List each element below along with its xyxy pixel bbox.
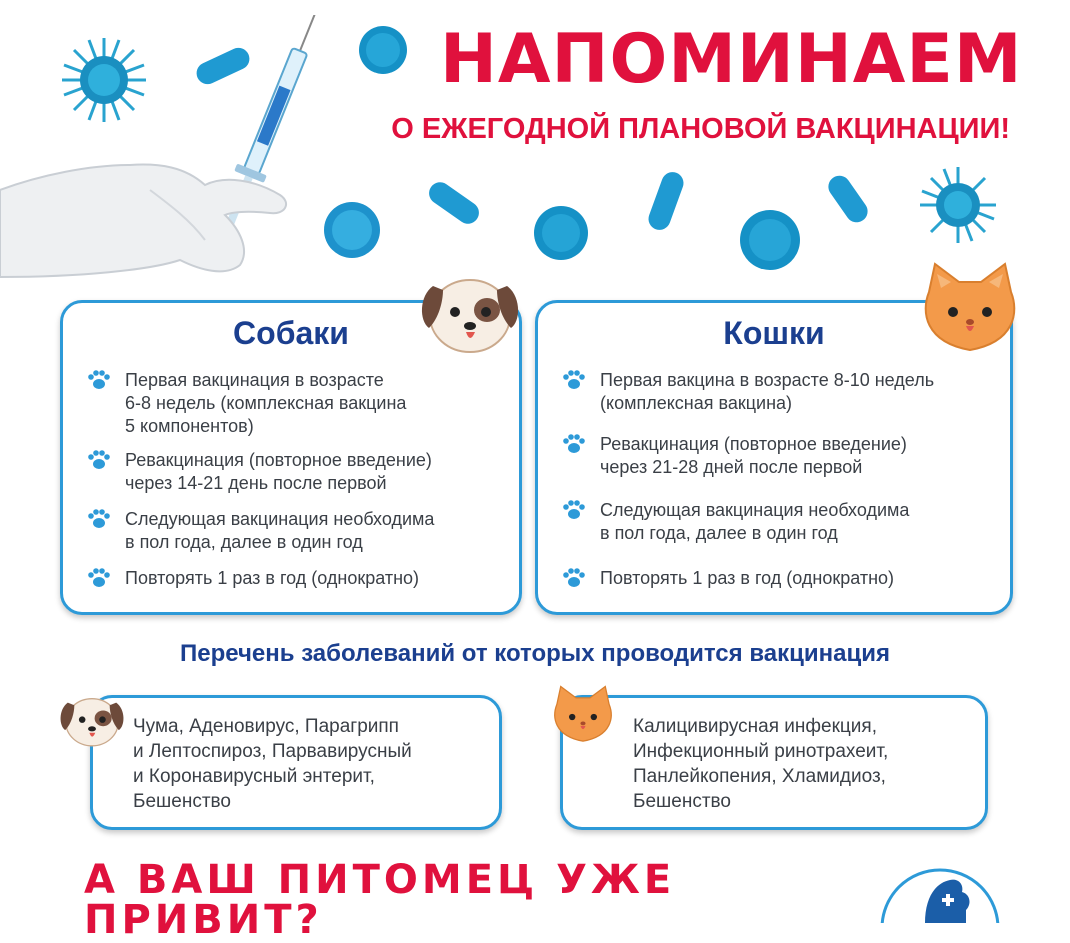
list-item: Ревакцинация (повторное введение) через 14-21 день после первой: [87, 449, 432, 495]
virus-icon: [920, 167, 996, 243]
bacteria-icon: [645, 169, 686, 233]
list-item: Ревакцинация (повторное введение) через 21-28 дней после первой: [562, 433, 907, 479]
glove-hand-syringe-illustration: [0, 15, 330, 290]
bacteria-icon: [425, 178, 483, 228]
list-item: Повторять 1 раз в год (однократно): [562, 567, 894, 590]
paw-icon: [87, 508, 111, 530]
cat-diseases-card: [560, 695, 988, 830]
list-item: Повторять 1 раз в год (однократно): [87, 567, 419, 590]
cats-card-title: Кошки: [723, 315, 825, 351]
list-item: Следующая вакцинация необходима в пол года, далее в один год: [87, 508, 434, 554]
list-item: Первая вакцина в возрасте 8-10 недель (комплексная вакцина): [562, 369, 934, 415]
clinic-logo-icon: [880, 848, 1000, 923]
list-item: Следующая вакцинация необходима в пол года, далее в один год: [562, 499, 909, 545]
dogs-card-title: Собаки: [233, 315, 349, 351]
paw-icon: [562, 567, 586, 589]
pet-vaccinated-question: А ВАШ ПИТОМЕЦ УЖЕ ПРИВИТ?: [84, 857, 676, 943]
cat-face-icon: [548, 684, 618, 750]
dog-diseases-card: [90, 695, 502, 830]
paw-icon: [87, 449, 111, 471]
paw-icon: [87, 567, 111, 589]
diseases-heading: Перечень заболеваний от которых проводится вакцинация: [179, 640, 890, 667]
paw-icon: [562, 369, 586, 391]
glove-hand-icon: [0, 165, 286, 277]
page-subtitle: О ЕЖЕГОДНОЙ ПЛАНОВОЙ ВАКЦИНАЦИИ!: [391, 113, 1010, 145]
paw-icon: [87, 369, 111, 391]
dog-diseases-list: Чума, Аденовирус, Парагрипп и Лептоспироз, Парвавирусный и Коронавирусный энтерит, Бешенство: [133, 716, 412, 812]
paw-icon: [562, 433, 586, 455]
paw-icon: [562, 499, 586, 521]
dog-face-icon: [415, 266, 525, 356]
page-title: НАПОМИНАЕМ: [440, 20, 1023, 99]
cat-face-icon: [915, 262, 1025, 362]
virus-icon: [324, 202, 380, 258]
cat-diseases-list: Калицивирусная инфекция, Инфекционный ринотрахеит, Панлейкопения, Хламидиоз, Бешенство: [633, 716, 889, 812]
bacteria-icon: [824, 171, 872, 226]
list-item: Первая вакцинация в возрасте 6-8 недель (комплексная вакцина 5 компонентов): [87, 369, 406, 438]
dog-face-icon: [56, 688, 128, 750]
